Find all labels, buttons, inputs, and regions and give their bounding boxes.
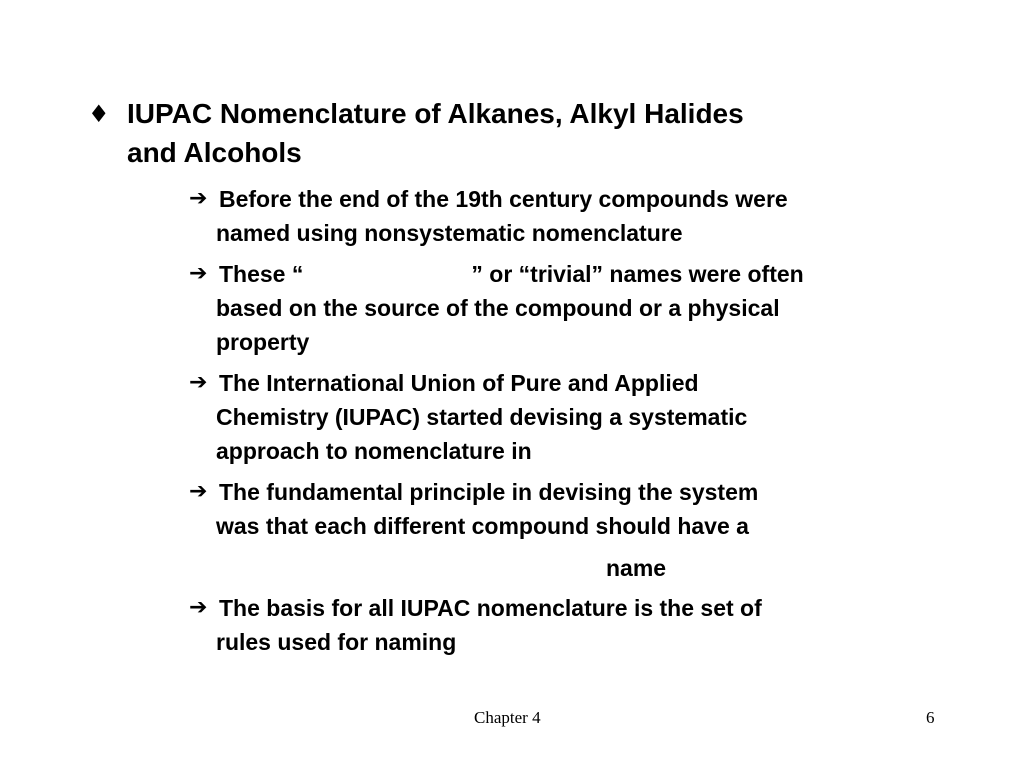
title-text [127, 94, 947, 172]
arrow-bullet-icon: ➔ [189, 370, 208, 395]
title-line-2: and Alcohols [127, 137, 302, 168]
point-basis-rules [189, 591, 949, 659]
point-2-line-3: property [216, 329, 310, 355]
footer-chapter: Chapter 4 [474, 708, 541, 727]
title-line-1: IUPAC Nomenclature of Alkanes, Alkyl Halides [127, 98, 744, 129]
point-iupac-history [189, 366, 949, 468]
arrow-bullet-icon: ➔ [189, 479, 208, 504]
arrow-bullet-icon: ➔ [189, 261, 208, 286]
arrow-bullet-icon: ➔ [189, 595, 208, 620]
point-1-line-1: Before the end of the 19th century compounds were [219, 186, 788, 212]
point-2-line-1: These “ ” or “trivial” names were often [219, 261, 804, 287]
point-4-line-2: was that each different compound should have a [216, 513, 749, 539]
point-5-line-2: rules used for naming [216, 629, 457, 655]
point-2-line-2: based on the source of the compound or a physical [216, 295, 780, 321]
point-fundamental-principle [189, 475, 949, 585]
footer-page-number: 6 [926, 708, 935, 727]
point-4-line-1: The fundamental principle in devising the system [219, 479, 759, 505]
point-1-line-2: named using nonsystematic nomenclature [216, 220, 683, 246]
diamond-bullet-icon: ♦ [88, 100, 110, 128]
point-3-line-3: approach to nomenclature in [216, 438, 532, 464]
point-4-line-3: name [606, 555, 667, 581]
point-3-line-2: Chemistry (IUPAC) started devising a systematic [216, 404, 748, 430]
point-trivial-names [189, 257, 949, 359]
point-5-line-1: The basis for all IUPAC nomenclature is the set of [219, 595, 762, 621]
point-nonsystematic [189, 182, 949, 250]
arrow-bullet-icon: ➔ [189, 186, 208, 211]
point-3-line-1: The International Union of Pure and Applied [219, 370, 699, 396]
